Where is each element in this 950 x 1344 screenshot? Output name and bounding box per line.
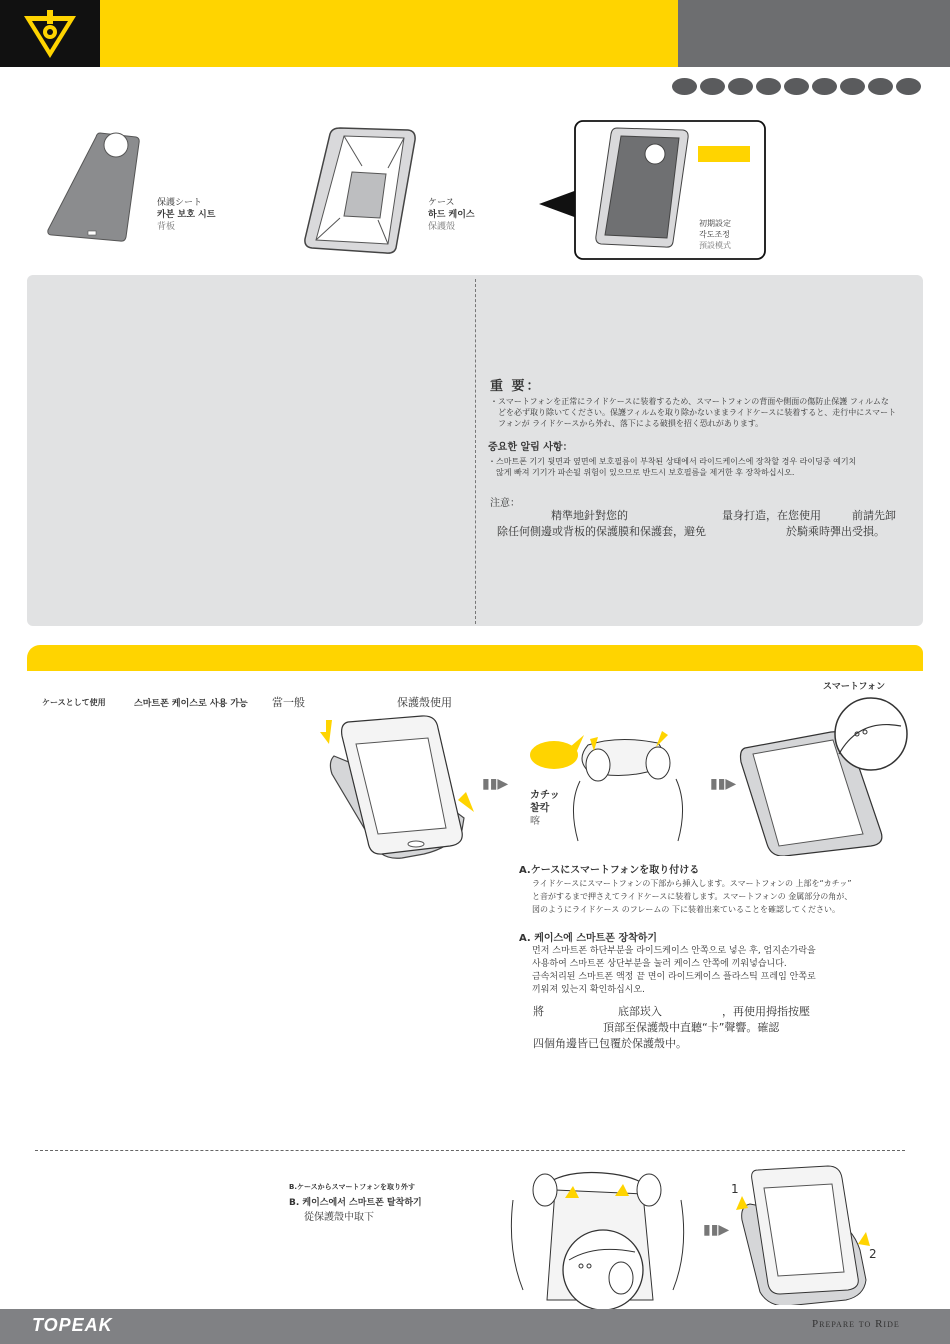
preset-label-kr: 각도조정 bbox=[699, 230, 730, 239]
step-a-zh-text: 將 bbox=[533, 1005, 544, 1018]
note-zh-text: 於騎乘時彈出受損。 bbox=[786, 525, 885, 538]
note-text: ・スマートフォンを正常にライドケースに装着するため、スマートフォンの背面や側面の傷防止保護 フィルムな bbox=[490, 397, 889, 406]
step-number-1: 1 bbox=[731, 1182, 739, 1196]
step-number-2: 2 bbox=[869, 1247, 877, 1261]
step-text: 먼저 스마트폰 하단부분을 라이드케이스 안쪽으로 넣은 후, 엄지손가락을 bbox=[532, 946, 816, 956]
case-label-ja: ケース bbox=[428, 198, 455, 208]
language-dot[interactable] bbox=[784, 78, 809, 95]
phone-insert-illustration bbox=[312, 712, 482, 867]
footer-slogan: Prepare to Ride bbox=[812, 1318, 900, 1330]
step-a-zh-text: ，再使用拇指按壓 bbox=[722, 1005, 810, 1018]
note-text: どを必ず取り除いてください。保護フィルムを取り除かないままライドケースに装着すると、走行中にスマート bbox=[498, 408, 897, 417]
note-zh-text: 量身打造，在您使用 bbox=[722, 509, 821, 522]
note-zh-text: 除任何側邊或背板的保護膜和保護套，避免 bbox=[497, 525, 706, 538]
usage-label-kr: 스마트폰 케이스로 사용 가능 bbox=[134, 699, 248, 709]
sheet-label-kr: 카본 보호 시트 bbox=[157, 210, 216, 220]
next-step-arrow-icon: ▮▮▶ bbox=[703, 1222, 730, 1238]
smartphone-label: スマートフォン bbox=[823, 682, 886, 692]
header-grey-band bbox=[678, 0, 950, 67]
click-label-kr: 찰칵 bbox=[530, 803, 550, 814]
usage-label-ja: ケースとして使用 bbox=[42, 698, 106, 707]
header-title-band bbox=[100, 0, 678, 67]
sheet-label-ja: 保護シート bbox=[157, 198, 203, 208]
protective-sheet-image bbox=[40, 125, 150, 245]
click-label-zh: 喀 bbox=[530, 816, 540, 827]
step-b-zh: 從保護殼中取下 bbox=[304, 1212, 374, 1223]
note-zh-text: 前請先卸 bbox=[852, 509, 896, 522]
note-text: ・스마트폰 기기 뒷면과 옆면에 보호필름이 부착된 상태에서 라이드케이스에 장착할 경우 라이딩중 예기치 bbox=[488, 457, 857, 466]
step-text: 사용하여 스마트폰 상단부분을 눌러 케이스 안쪽에 끼워넣습니다. bbox=[532, 959, 787, 969]
hard-case-image bbox=[300, 122, 420, 257]
preset-label-ja: 初期設定 bbox=[699, 219, 731, 228]
language-dot[interactable] bbox=[728, 78, 753, 95]
step-a-title-ja: A.ケースにスマートフォンを取り付ける bbox=[519, 865, 700, 876]
step-a-body-kr bbox=[532, 945, 912, 997]
step-text: 끼워져 있는지 확인하십시오. bbox=[532, 985, 645, 995]
topeak-logo-icon bbox=[0, 0, 100, 67]
phone-removed-illustration bbox=[728, 1160, 878, 1305]
step-text: 금속처리된 스마트폰 액정 끝 면이 라이드케이스 플라스틱 프레임 안쪽로 bbox=[532, 972, 816, 982]
language-dot[interactable] bbox=[700, 78, 725, 95]
notes-zh bbox=[490, 494, 910, 509]
language-dot[interactable] bbox=[812, 78, 837, 95]
step-a-body-ja bbox=[532, 877, 912, 916]
preset-callout bbox=[535, 118, 770, 263]
note-zh-text: 精準地針對您的 bbox=[551, 509, 628, 522]
preset-label-zh: 預設模式 bbox=[699, 241, 731, 250]
step-b-title-ja: B.ケースからスマートフォンを取り外す bbox=[289, 1183, 415, 1191]
case-label-kr: 하드 케이스 bbox=[428, 210, 475, 220]
step-b-title-kr: B. 케이스에서 스마트폰 탈착하기 bbox=[289, 1198, 422, 1208]
note-text: フォンが ライドケースから外れ、落下による破損を招く恐れがあります。 bbox=[498, 419, 764, 428]
notes-kr bbox=[488, 438, 908, 478]
brand-logo-box bbox=[0, 0, 100, 67]
section-header-bar bbox=[27, 645, 923, 671]
step-text: と音がするまで押さえてライドケースに装着します。スマートフォンの 金属部分の角が、 bbox=[532, 892, 853, 901]
phone-remove-illustration bbox=[503, 1160, 693, 1310]
step-a-zh-text: 四個角邊皆已包覆於保護殼中。 bbox=[533, 1037, 687, 1050]
note-heading-ja: 重 要： bbox=[490, 379, 542, 394]
panel-divider bbox=[475, 279, 476, 624]
notes-ja bbox=[490, 375, 910, 429]
preset-label bbox=[699, 218, 731, 251]
click-label-ja: カチッ bbox=[530, 790, 560, 801]
language-dot[interactable] bbox=[756, 78, 781, 95]
next-step-arrow-icon: ▮▮▶ bbox=[710, 776, 737, 792]
footer-brand-logo: TOPEAK bbox=[32, 1315, 113, 1335]
note-text: 않게 빠져 기기가 파손될 위험이 있으므로 반드시 보호필름을 제거한 후 장착하십시오. bbox=[496, 468, 795, 477]
footer-bar bbox=[0, 1309, 950, 1344]
step-a-title-kr: A. 케이스에 스마트폰 장착하기 bbox=[519, 933, 658, 944]
sheet-label bbox=[157, 197, 215, 233]
language-dot[interactable] bbox=[896, 78, 921, 95]
case-label-zh: 保護殼 bbox=[428, 222, 456, 232]
step-a-zh-text: 底部崁入 bbox=[618, 1005, 662, 1018]
phone-mounted-illustration bbox=[735, 696, 915, 856]
case-label bbox=[428, 197, 475, 233]
usage-label-zh: 當一般 bbox=[272, 696, 305, 709]
step-text: ライドケースにスマートフォンの下部から挿入します。スマートフォンの 上部を“カチッ” bbox=[532, 879, 852, 888]
language-dot[interactable] bbox=[672, 78, 697, 95]
usage-label-zh: 保護殼使用 bbox=[397, 696, 452, 709]
language-dot[interactable] bbox=[840, 78, 865, 95]
click-sound-label bbox=[530, 789, 560, 828]
language-dot[interactable] bbox=[868, 78, 893, 95]
sheet-label-zh: 背板 bbox=[157, 222, 176, 232]
note-heading-zh: 注意： bbox=[490, 498, 520, 509]
note-heading-kr: 중요한 알림 사항： bbox=[488, 442, 573, 453]
step-a-zh-text: 頂部至保護殼中直聽“卡”聲響。確認 bbox=[603, 1021, 780, 1034]
section-divider bbox=[35, 1150, 905, 1151]
next-step-arrow-icon: ▮▮▶ bbox=[482, 776, 509, 792]
step-text: 図のようにライドケース のフレームの 下に装着出来ていることを確認してください。 bbox=[532, 905, 840, 914]
